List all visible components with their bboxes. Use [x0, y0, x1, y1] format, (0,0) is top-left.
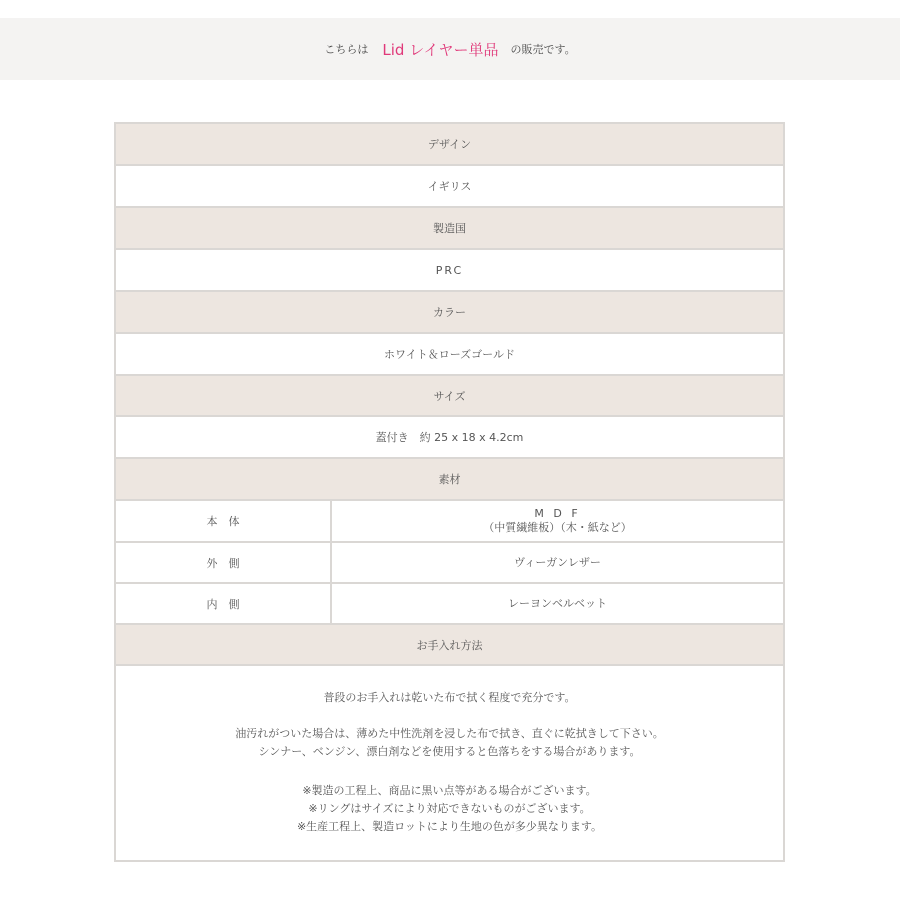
material-part-label: 本 体 — [116, 501, 332, 541]
material-part-value — [332, 501, 783, 541]
notice-prefix: こちらは — [324, 43, 369, 56]
origin-header — [116, 208, 783, 250]
material-value-line1: M D F — [534, 507, 581, 520]
origin-value: PRC — [435, 263, 464, 277]
size-value: 蓋付き 約 25 x 18 x 4.2cm — [375, 431, 524, 444]
notice-highlight: Lid レイヤー単品 — [382, 40, 499, 59]
material-part-value — [332, 543, 783, 582]
care-instructions — [116, 666, 783, 860]
product-notice-banner — [0, 18, 900, 80]
color-header — [116, 292, 783, 334]
design-label: デザイン — [427, 138, 472, 151]
material-part-value — [332, 584, 783, 623]
care-note: ※リングはサイズにより対応できないものがございます。 — [308, 802, 591, 815]
color-label: カラー — [433, 306, 466, 319]
material-header — [116, 459, 783, 501]
origin-label: 製造国 — [433, 222, 466, 235]
origin-row — [116, 250, 783, 292]
design-value: イギリス — [427, 180, 472, 193]
size-row — [116, 417, 783, 459]
size-header — [116, 376, 783, 417]
material-row-body — [116, 501, 783, 543]
care-header — [116, 625, 783, 666]
care-line: シンナー、ベンジン、漂白剤などを使用すると色落ちをする場合があります。 — [258, 745, 641, 758]
care-label: お手入れ方法 — [416, 638, 483, 652]
care-note: ※生産工程上、製造ロットにより生地の色が多少異なります。 — [296, 820, 603, 833]
material-part-label: 外 側 — [116, 543, 332, 582]
color-row — [116, 334, 783, 376]
size-label: サイズ — [433, 389, 466, 403]
notice-suffix: の販売です。 — [510, 43, 576, 56]
care-note: ※製造の工程上、商品に黒い点等がある場合がございます。 — [302, 784, 597, 797]
material-value-line1: レーヨンベルベット — [508, 596, 607, 610]
material-value-line2: （中質繊維板）（木・紙など） — [483, 521, 632, 534]
care-line: 普段のお手入れは乾いた布で拭く程度で充分です。 — [323, 691, 576, 704]
material-part-label: 内 側 — [116, 584, 332, 623]
material-value-line1: ヴィーガンレザー — [514, 555, 601, 569]
material-row-outer — [116, 543, 783, 584]
spec-table — [114, 122, 785, 862]
care-line: 油汚れがついた場合は、薄めた中性洗剤を浸した布で拭き、直ぐに乾拭きして下さい。 — [235, 727, 664, 740]
design-row — [116, 166, 783, 208]
design-header — [116, 124, 783, 166]
material-label: 素材 — [438, 473, 461, 486]
color-value: ホワイト＆ローズゴールド — [384, 348, 515, 361]
material-row-inner — [116, 584, 783, 625]
